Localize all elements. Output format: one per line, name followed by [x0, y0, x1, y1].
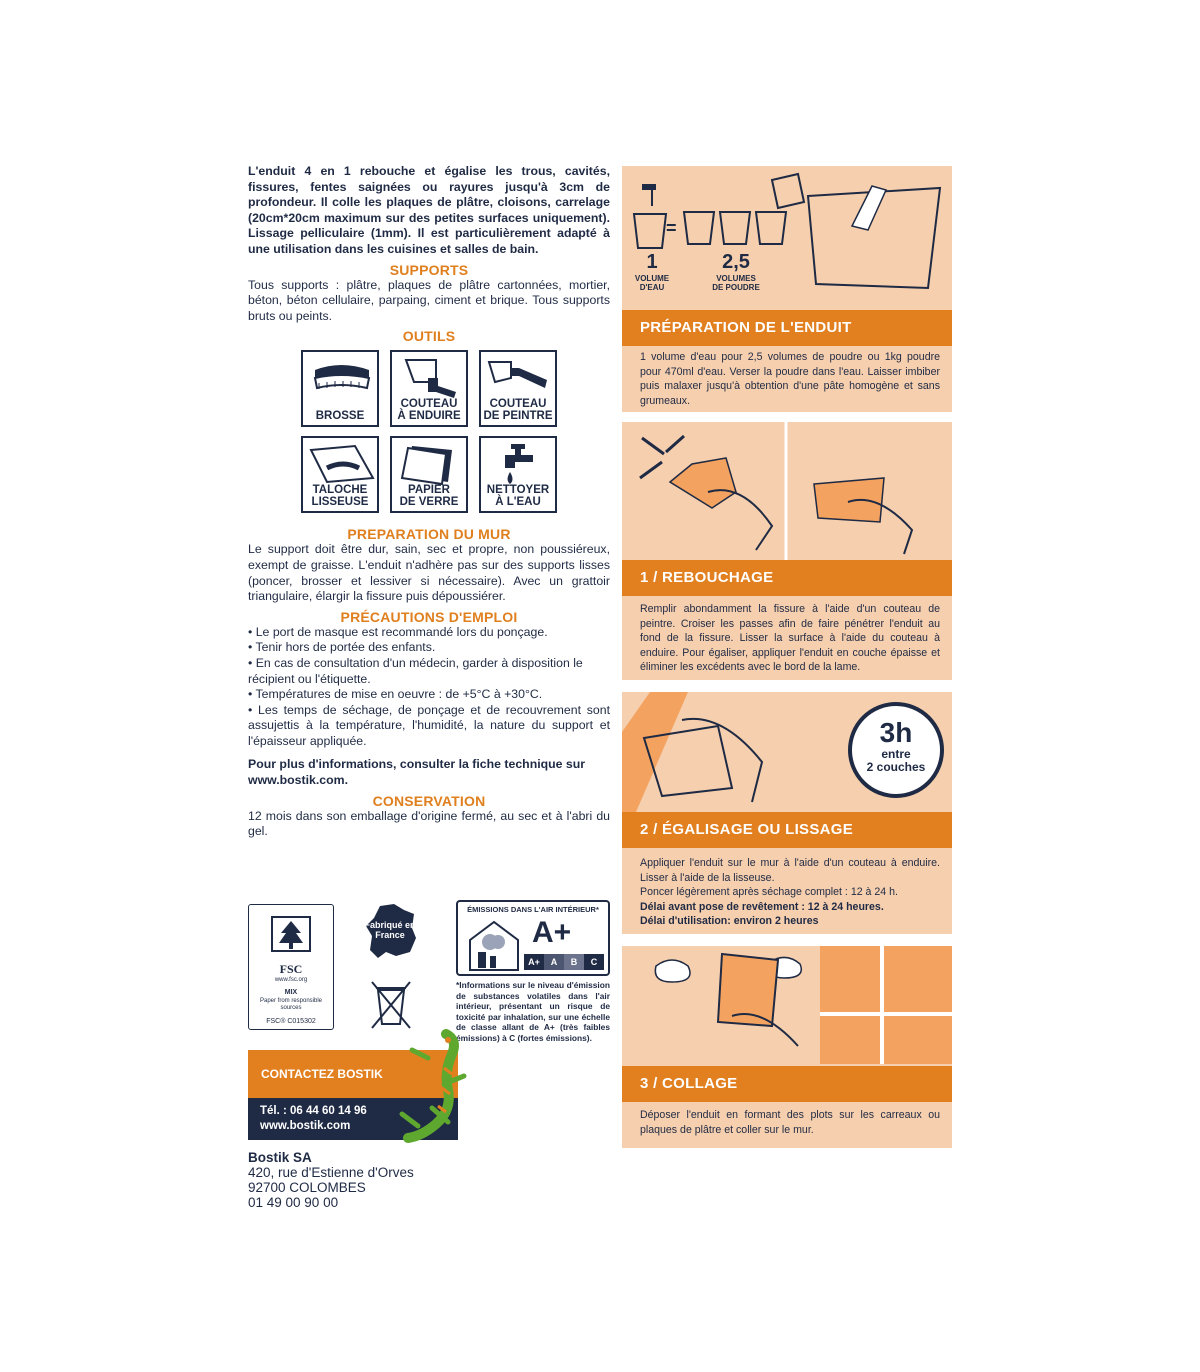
house-icon [466, 918, 522, 972]
tool-couteau-enduire [390, 350, 468, 427]
weee-bin-icon [368, 978, 414, 1032]
precaution-item: • Le port de masque est recommandé lors du ponçage. [248, 624, 548, 639]
scale-cell: A+ [524, 954, 544, 970]
water-quantity: 1 [646, 251, 658, 273]
tool-label: BROSSE [315, 410, 365, 423]
water-tap-icon [481, 442, 559, 486]
timer-small: entre 2 couches [866, 747, 926, 774]
scale-cell: C [584, 954, 604, 970]
step-preparation [622, 166, 952, 412]
tool-brosse [301, 350, 379, 427]
egalisage-text-3: Délai avant pose de revêtement : 12 à 24 heures. [640, 900, 884, 913]
company-phone: 01 49 00 90 00 [248, 1195, 339, 1210]
preparation-mur-title: PREPARATION DU MUR [347, 526, 511, 543]
tool-label: NETTOYER À L'EAU [486, 484, 550, 509]
fsc-logo [248, 904, 334, 1030]
water-label: VOLUME D'EAU [634, 274, 670, 292]
preparation-mur-text: Le support doit être dur, sain, sec et propre, non poussiéreux, exempt de graisse. L'enduit n'adhère pas sur des supports lisses (poncer, brosser et lessiver si nécessaire). Avec un grattoir triangulaire, élargir la fissure puis dépoussiérer. [248, 542, 610, 604]
powder-quantity: 2,5 [722, 251, 750, 273]
rebouchage-illustration [622, 422, 952, 560]
contact-website[interactable]: www.bostik.com [260, 1120, 351, 1132]
precaution-item: • Températures de mise en oeuvre : de +5°C à +30°C. [248, 687, 543, 702]
preparation-title: PRÉPARATION DE L'ENDUIT [622, 310, 952, 346]
paint-knife-icon [481, 356, 559, 400]
egalisage-title: 2 / ÉGALISAGE OU LISSAGE [622, 812, 952, 848]
scale-cell: A [544, 954, 564, 970]
precaution-item: • Les temps de séchage, de ponçage et de recouvrement sont assujettis à la température, l'humidité, la nature du support et l'épaisseur appliquée. [248, 702, 610, 748]
egalisage-text-4: Délai d'utilisation: environ 2 heures [640, 915, 819, 927]
conservation-text: 12 mois dans son emballage d'origine fermé, au sec et à l'abri du gel. [248, 808, 610, 839]
supports-title: SUPPORTS [389, 261, 469, 278]
fsc-mix: MIX [284, 989, 298, 996]
powder-label: VOLUMES DE POUDRE [712, 274, 760, 292]
fsc-sub: Paper from responsible sources [259, 998, 323, 1011]
trowel-icon [303, 442, 381, 486]
fsc-name: FSC [279, 962, 303, 976]
fsc-url: www.fsc.org [274, 977, 308, 983]
gecko-mascot-icon [388, 1028, 472, 1144]
emissions-heading: ÉMISSIONS DANS L'AIR INTÉRIEUR* [467, 905, 599, 914]
precaution-item: • Tenir hors de portée des enfants. [248, 640, 436, 655]
emissions-box [456, 900, 610, 976]
tools-grid [248, 346, 610, 522]
emissions-label [456, 900, 610, 1044]
step-rebouchage [622, 422, 952, 680]
address-line: 420, rue d'Estienne d'Orves [248, 1165, 414, 1180]
collage-illustration [622, 946, 952, 1064]
emissions-scale [524, 954, 604, 970]
rebouchage-title: 1 / REBOUCHAGE [622, 560, 952, 596]
precaution-item: • En cas de consultation d'un médecin, garder à disposition le récipient ou l'étiquette. [248, 655, 583, 686]
tool-papier-verre [390, 436, 468, 513]
emissions-note: *Informations sur le niveau d'émission de substances volatiles dans l'air intérieur, présentant un risque de toxicité par inhalation, sur une échelle de classe allant de A+ (très faibles émissions) à C (fortes émissions). [456, 980, 610, 1043]
emissions-grade: A+ [532, 916, 572, 949]
fabrique-text: Fabriqué en France [364, 920, 416, 940]
rebouchage-text: Remplir abondamment la fissure à l'aide d'un couteau de peintre. Croiser les passes afin de faire pénétrer l'enduit au fond de la fissure. Lisser la surface à l'aide du couteau à enduire. Pour égaliser, appliquer l'enduit en couche épaisse et éliminer les excédents avec le bord de la lame. [640, 603, 940, 673]
egalisage-text-1: Appliquer l'enduit sur le mur à l'aide d'un couteau à enduire. Lisser à l'aide de la lisseuse. [640, 857, 940, 884]
contact-phone: Tél. : 06 44 60 14 96 [260, 1105, 367, 1117]
tool-label: TALOCHE LISSEUSE [311, 484, 369, 509]
conservation-title: CONSERVATION [372, 792, 486, 809]
certification-logos [248, 900, 610, 1043]
more-info-text: Pour plus d'informations, consulter la fiche technique sur www.bostik.com. [248, 757, 586, 788]
timer-big: 3h [879, 717, 913, 748]
preparation-text: 1 volume d'eau pour 2,5 volumes de poudre ou 1kg poudre pour 470ml d'eau. Verser la poudre dans l'eau. Laisser imbiber puis malaxer jusqu'à obtention d'une pâte homogène et sans grumeaux. [640, 351, 940, 407]
egalisage-text [640, 856, 940, 929]
step-collage [622, 946, 952, 1148]
equals-sign: = [666, 218, 677, 238]
fabrique-france-logo [360, 902, 420, 962]
supports-text: Tous supports : plâtre, plaques de plâtre cartonnées, mortier, béton, béton cellulaire, parpaing, ciment et brique. Tous supports bruts ou peints. [248, 277, 610, 323]
precautions-title: PRÉCAUTIONS D'EMPLOI [340, 608, 518, 625]
tool-label: COUTEAU À ENDUIRE [397, 398, 461, 423]
contact-title: CONTACTEZ BOSTIK [248, 1050, 458, 1098]
outils-title: OUTILS [402, 328, 456, 345]
tool-nettoyer [479, 436, 557, 513]
timer-icon [848, 702, 944, 798]
putty-knife-icon [392, 356, 470, 400]
tool-taloche [301, 436, 379, 513]
tool-label: COUTEAU DE PEINTRE [483, 398, 553, 423]
scale-cell: B [564, 954, 584, 970]
brush-icon [303, 356, 381, 400]
fsc-code: FSC® C015302 [266, 1018, 316, 1025]
sandpaper-icon [392, 442, 470, 486]
company-address [248, 1150, 414, 1210]
egalisage-text-2: Poncer légèrement après séchage complet : 12 à 24 h. [640, 886, 898, 898]
collage-text: Déposer l'enduit en formant des plots sur les carreaux ou plaques de plâtre et coller sur le mur. [640, 1109, 940, 1136]
address-line: 92700 COLOMBES [248, 1180, 366, 1195]
tool-label: PAPIER DE VERRE [399, 484, 459, 509]
fsc-tree-icon [266, 911, 316, 957]
tool-couteau-peintre [479, 350, 557, 427]
company-name: Bostik SA [248, 1150, 312, 1165]
left-column [248, 164, 610, 840]
step-egalisage [622, 692, 952, 934]
intro-text: L'enduit 4 en 1 rebouche et égalise les trous, cavités, fissures, fentes saignées ou rayures jusqu'à 3cm de profondeur. Il colle les plaques de plâtre, cloisons, carrelage (20cm*20cm maximum sur des petites surfaces uniquement). Lissage pelliculaire (1mm). Il est particulièrement adapté à une utilisation dans les cuisines et salles de bain. [248, 164, 610, 256]
contact-box [248, 1050, 458, 1140]
collage-title: 3 / COLLAGE [622, 1066, 952, 1102]
